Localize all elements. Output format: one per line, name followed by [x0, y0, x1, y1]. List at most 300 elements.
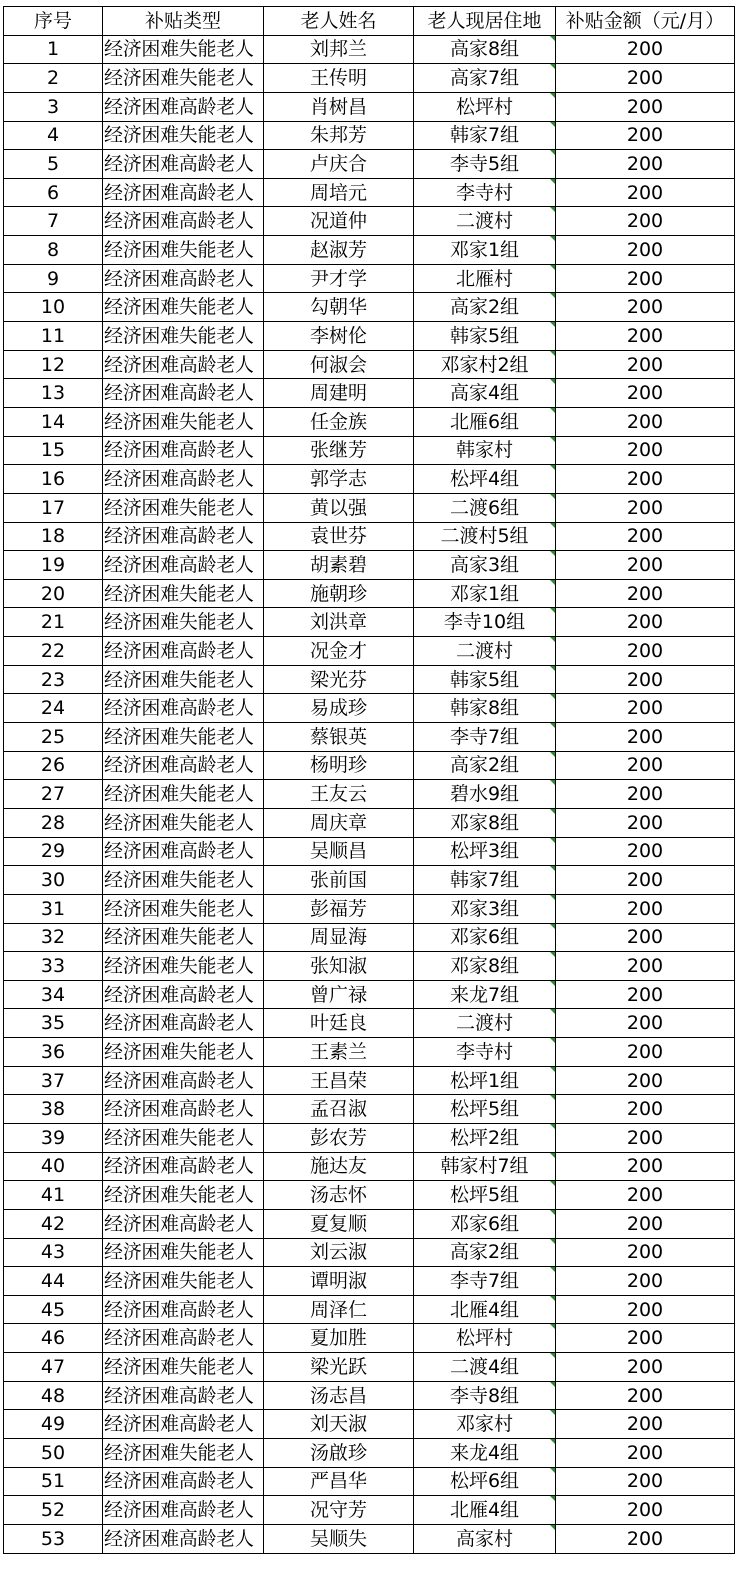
subsidy-spreadsheet [3, 6, 734, 1554]
table-row [4, 1353, 735, 1382]
cell-residence: 松坪6组 [414, 1467, 556, 1496]
cell-subsidy-type: 经济困难失能老人 [103, 293, 264, 322]
cell-elder-name: 郭学志 [264, 465, 414, 494]
table-row [4, 608, 735, 637]
cell-elder-name: 任金族 [264, 407, 414, 436]
cell-residence: 松坪2组 [414, 1123, 556, 1152]
table-body [4, 35, 735, 1553]
cell-amount: 200 [556, 1496, 735, 1525]
cell-residence: 邓家8组 [414, 952, 556, 981]
cell-elder-name: 曾广禄 [264, 980, 414, 1009]
cell-elder-name: 蔡银英 [264, 723, 414, 752]
cell-subsidy-type: 经济困难失能老人 [103, 723, 264, 752]
cell-index: 5 [4, 150, 103, 179]
table-row [4, 579, 735, 608]
header-residence: 老人现居住地 [414, 7, 556, 36]
cell-residence: 高家2组 [414, 1238, 556, 1267]
cell-index: 4 [4, 121, 103, 150]
cell-amount: 200 [556, 1095, 735, 1124]
cell-elder-name: 张前国 [264, 866, 414, 895]
cell-elder-name: 袁世芬 [264, 522, 414, 551]
table-row [4, 1009, 735, 1038]
cell-amount: 200 [556, 1181, 735, 1210]
table-row [4, 1152, 735, 1181]
cell-amount: 200 [556, 236, 735, 265]
cell-amount: 200 [556, 350, 735, 379]
cell-subsidy-type: 经济困难失能老人 [103, 1267, 264, 1296]
cell-residence: 邓家1组 [414, 236, 556, 265]
cell-residence: 高家8组 [414, 35, 556, 64]
cell-subsidy-type: 经济困难高龄老人 [103, 436, 264, 465]
cell-elder-name: 彭福芳 [264, 894, 414, 923]
cell-index: 48 [4, 1381, 103, 1410]
table-row [4, 1066, 735, 1095]
cell-subsidy-type: 经济困难失能老人 [103, 236, 264, 265]
cell-subsidy-type: 经济困难高龄老人 [103, 694, 264, 723]
cell-subsidy-type: 经济困难失能老人 [103, 1181, 264, 1210]
cell-elder-name: 吴顺昌 [264, 837, 414, 866]
cell-elder-name: 况金才 [264, 637, 414, 666]
cell-amount: 200 [556, 64, 735, 93]
cell-amount: 200 [556, 1295, 735, 1324]
cell-amount: 200 [556, 637, 735, 666]
cell-residence: 二渡村 [414, 1009, 556, 1038]
cell-subsidy-type: 经济困难高龄老人 [103, 350, 264, 379]
cell-elder-name: 王素兰 [264, 1038, 414, 1067]
cell-elder-name: 何淑会 [264, 350, 414, 379]
cell-amount: 200 [556, 293, 735, 322]
cell-residence: 韩家7组 [414, 121, 556, 150]
cell-elder-name: 叶廷良 [264, 1009, 414, 1038]
table-row [4, 1295, 735, 1324]
cell-residence: 韩家7组 [414, 866, 556, 895]
cell-index: 18 [4, 522, 103, 551]
cell-residence: 李寺村 [414, 178, 556, 207]
cell-elder-name: 肖树昌 [264, 92, 414, 121]
cell-index: 39 [4, 1123, 103, 1152]
table-row [4, 493, 735, 522]
cell-index: 32 [4, 923, 103, 952]
cell-subsidy-type: 经济困难高龄老人 [103, 980, 264, 1009]
cell-elder-name: 孟召淑 [264, 1095, 414, 1124]
cell-elder-name: 周建明 [264, 379, 414, 408]
cell-subsidy-type: 经济困难高龄老人 [103, 465, 264, 494]
cell-amount: 200 [556, 407, 735, 436]
header-index: 序号 [4, 7, 103, 36]
table-row [4, 407, 735, 436]
cell-residence: 松坪4组 [414, 465, 556, 494]
header-amount: 补贴金额（元/月） [556, 7, 735, 36]
cell-elder-name: 夏加胜 [264, 1324, 414, 1353]
cell-residence: 松坪5组 [414, 1181, 556, 1210]
cell-residence: 松坪村 [414, 1324, 556, 1353]
cell-residence: 邓家6组 [414, 1209, 556, 1238]
cell-residence: 邓家村2组 [414, 350, 556, 379]
cell-residence: 北雁村 [414, 264, 556, 293]
cell-index: 29 [4, 837, 103, 866]
cell-amount: 200 [556, 665, 735, 694]
cell-amount: 200 [556, 207, 735, 236]
table-row [4, 322, 735, 351]
cell-amount: 200 [556, 493, 735, 522]
table-row [4, 1181, 735, 1210]
cell-index: 1 [4, 35, 103, 64]
cell-subsidy-type: 经济困难高龄老人 [103, 1496, 264, 1525]
cell-index: 50 [4, 1439, 103, 1468]
table-row [4, 264, 735, 293]
cell-elder-name: 朱邦芳 [264, 121, 414, 150]
cell-index: 26 [4, 751, 103, 780]
cell-elder-name: 胡素碧 [264, 551, 414, 580]
cell-residence: 李寺7组 [414, 1267, 556, 1296]
cell-elder-name: 李树伦 [264, 322, 414, 351]
cell-elder-name: 梁光芬 [264, 665, 414, 694]
cell-index: 8 [4, 236, 103, 265]
cell-elder-name: 刘天淑 [264, 1410, 414, 1439]
cell-residence: 李寺10组 [414, 608, 556, 637]
cell-amount: 200 [556, 121, 735, 150]
cell-index: 51 [4, 1467, 103, 1496]
table-row [4, 1038, 735, 1067]
cell-elder-name: 况守芳 [264, 1496, 414, 1525]
cell-subsidy-type: 经济困难高龄老人 [103, 637, 264, 666]
cell-subsidy-type: 经济困难失能老人 [103, 1038, 264, 1067]
cell-subsidy-type: 经济困难失能老人 [103, 866, 264, 895]
cell-subsidy-type: 经济困难高龄老人 [103, 1209, 264, 1238]
cell-index: 25 [4, 723, 103, 752]
cell-residence: 邓家3组 [414, 894, 556, 923]
cell-residence: 邓家村 [414, 1410, 556, 1439]
table-row [4, 551, 735, 580]
cell-residence: 松坪5组 [414, 1095, 556, 1124]
cell-subsidy-type: 经济困难高龄老人 [103, 178, 264, 207]
table-row [4, 780, 735, 809]
table-row [4, 350, 735, 379]
cell-elder-name: 刘洪章 [264, 608, 414, 637]
cell-residence: 松坪1组 [414, 1066, 556, 1095]
cell-subsidy-type: 经济困难高龄老人 [103, 379, 264, 408]
cell-residence: 北雁6组 [414, 407, 556, 436]
cell-residence: 高家2组 [414, 751, 556, 780]
cell-amount: 200 [556, 1152, 735, 1181]
table-row [4, 379, 735, 408]
table-row [4, 436, 735, 465]
cell-residence: 来龙7组 [414, 980, 556, 1009]
cell-index: 2 [4, 64, 103, 93]
cell-amount: 200 [556, 837, 735, 866]
cell-subsidy-type: 经济困难失能老人 [103, 407, 264, 436]
cell-index: 44 [4, 1267, 103, 1296]
cell-residence: 韩家村 [414, 436, 556, 465]
table-row [4, 64, 735, 93]
cell-index: 45 [4, 1295, 103, 1324]
cell-index: 34 [4, 980, 103, 1009]
cell-index: 52 [4, 1496, 103, 1525]
table-row [4, 980, 735, 1009]
cell-amount: 200 [556, 1353, 735, 1382]
cell-subsidy-type: 经济困难失能老人 [103, 322, 264, 351]
cell-elder-name: 易成珍 [264, 694, 414, 723]
cell-residence: 二渡村5组 [414, 522, 556, 551]
cell-index: 15 [4, 436, 103, 465]
table-row [4, 1095, 735, 1124]
cell-subsidy-type: 经济困难高龄老人 [103, 92, 264, 121]
cell-index: 11 [4, 322, 103, 351]
table-row [4, 178, 735, 207]
cell-subsidy-type: 经济困难失能老人 [103, 608, 264, 637]
cell-index: 36 [4, 1038, 103, 1067]
cell-index: 41 [4, 1181, 103, 1210]
cell-amount: 200 [556, 579, 735, 608]
cell-subsidy-type: 经济困难高龄老人 [103, 207, 264, 236]
cell-elder-name: 周培元 [264, 178, 414, 207]
table-row [4, 723, 735, 752]
cell-index: 9 [4, 264, 103, 293]
cell-amount: 200 [556, 1066, 735, 1095]
cell-index: 27 [4, 780, 103, 809]
cell-residence: 李寺5组 [414, 150, 556, 179]
cell-elder-name: 梁光跃 [264, 1353, 414, 1382]
cell-index: 3 [4, 92, 103, 121]
cell-amount: 200 [556, 1267, 735, 1296]
table-row [4, 150, 735, 179]
table-row [4, 92, 735, 121]
cell-subsidy-type: 经济困难失能老人 [103, 1123, 264, 1152]
cell-index: 14 [4, 407, 103, 436]
cell-index: 46 [4, 1324, 103, 1353]
cell-amount: 200 [556, 894, 735, 923]
cell-elder-name: 张继芳 [264, 436, 414, 465]
cell-elder-name: 周庆章 [264, 808, 414, 837]
cell-subsidy-type: 经济困难失能老人 [103, 121, 264, 150]
cell-amount: 200 [556, 322, 735, 351]
cell-amount: 200 [556, 1381, 735, 1410]
table-row [4, 1238, 735, 1267]
subsidy-table [3, 6, 735, 1554]
cell-index: 47 [4, 1353, 103, 1382]
cell-subsidy-type: 经济困难失能老人 [103, 493, 264, 522]
cell-elder-name: 尹才学 [264, 264, 414, 293]
table-row [4, 665, 735, 694]
cell-residence: 松坪3组 [414, 837, 556, 866]
cell-residence: 高家7组 [414, 64, 556, 93]
cell-elder-name: 汤啟珍 [264, 1439, 414, 1468]
cell-amount: 200 [556, 1238, 735, 1267]
cell-amount: 200 [556, 751, 735, 780]
cell-subsidy-type: 经济困难高龄老人 [103, 522, 264, 551]
cell-subsidy-type: 经济困难失能老人 [103, 894, 264, 923]
cell-index: 30 [4, 866, 103, 895]
table-row [4, 207, 735, 236]
cell-residence: 韩家5组 [414, 665, 556, 694]
cell-index: 6 [4, 178, 103, 207]
cell-subsidy-type: 经济困难失能老人 [103, 1353, 264, 1382]
cell-amount: 200 [556, 1439, 735, 1468]
cell-index: 33 [4, 952, 103, 981]
cell-residence: 李寺8组 [414, 1381, 556, 1410]
cell-amount: 200 [556, 551, 735, 580]
cell-residence: 高家3组 [414, 551, 556, 580]
cell-residence: 李寺村 [414, 1038, 556, 1067]
cell-index: 7 [4, 207, 103, 236]
cell-index: 53 [4, 1524, 103, 1553]
cell-elder-name: 谭明淑 [264, 1267, 414, 1296]
table-row [4, 1410, 735, 1439]
table-row [4, 1381, 735, 1410]
cell-index: 23 [4, 665, 103, 694]
cell-amount: 200 [556, 465, 735, 494]
cell-subsidy-type: 经济困难失能老人 [103, 64, 264, 93]
table-row [4, 1123, 735, 1152]
table-row [4, 293, 735, 322]
cell-amount: 200 [556, 1009, 735, 1038]
cell-amount: 200 [556, 866, 735, 895]
cell-amount: 200 [556, 980, 735, 1009]
cell-subsidy-type: 经济困难高龄老人 [103, 1324, 264, 1353]
cell-elder-name: 彭农芳 [264, 1123, 414, 1152]
cell-elder-name: 汤志怀 [264, 1181, 414, 1210]
header-subsidy-type: 补贴类型 [103, 7, 264, 36]
cell-index: 28 [4, 808, 103, 837]
cell-elder-name: 勾朝华 [264, 293, 414, 322]
cell-elder-name: 周泽仁 [264, 1295, 414, 1324]
table-row [4, 637, 735, 666]
cell-residence: 高家4组 [414, 379, 556, 408]
cell-residence: 来龙4组 [414, 1439, 556, 1468]
cell-elder-name: 周显海 [264, 923, 414, 952]
cell-amount: 200 [556, 808, 735, 837]
table-row [4, 1496, 735, 1525]
cell-elder-name: 夏复顺 [264, 1209, 414, 1238]
cell-amount: 200 [556, 35, 735, 64]
cell-subsidy-type: 经济困难失能老人 [103, 665, 264, 694]
cell-amount: 200 [556, 780, 735, 809]
cell-subsidy-type: 经济困难高龄老人 [103, 264, 264, 293]
cell-index: 38 [4, 1095, 103, 1124]
cell-amount: 200 [556, 608, 735, 637]
table-row [4, 1324, 735, 1353]
cell-residence: 邓家1组 [414, 579, 556, 608]
cell-subsidy-type: 经济困难高龄老人 [103, 1295, 264, 1324]
table-row [4, 952, 735, 981]
header-elder-name: 老人姓名 [264, 7, 414, 36]
cell-elder-name: 赵淑芳 [264, 236, 414, 265]
cell-elder-name: 汤志昌 [264, 1381, 414, 1410]
cell-index: 10 [4, 293, 103, 322]
table-row [4, 751, 735, 780]
cell-index: 21 [4, 608, 103, 637]
cell-elder-name: 黄以强 [264, 493, 414, 522]
cell-elder-name: 刘邦兰 [264, 35, 414, 64]
cell-subsidy-type: 经济困难高龄老人 [103, 1009, 264, 1038]
table-row [4, 1467, 735, 1496]
cell-residence: 二渡村 [414, 207, 556, 236]
table-row [4, 866, 735, 895]
cell-residence: 高家2组 [414, 293, 556, 322]
cell-amount: 200 [556, 1467, 735, 1496]
cell-elder-name: 杨明珍 [264, 751, 414, 780]
cell-elder-name: 王友云 [264, 780, 414, 809]
cell-amount: 200 [556, 1123, 735, 1152]
cell-elder-name: 吴顺失 [264, 1524, 414, 1553]
cell-amount: 200 [556, 436, 735, 465]
cell-subsidy-type: 经济困难失能老人 [103, 780, 264, 809]
cell-elder-name: 严昌华 [264, 1467, 414, 1496]
cell-index: 43 [4, 1238, 103, 1267]
cell-elder-name: 王传明 [264, 64, 414, 93]
table-row [4, 1439, 735, 1468]
cell-residence: 北雁4组 [414, 1496, 556, 1525]
table-row [4, 1209, 735, 1238]
cell-subsidy-type: 经济困难高龄老人 [103, 551, 264, 580]
cell-residence: 韩家8组 [414, 694, 556, 723]
cell-index: 37 [4, 1066, 103, 1095]
cell-index: 16 [4, 465, 103, 494]
cell-subsidy-type: 经济困难高龄老人 [103, 1152, 264, 1181]
cell-subsidy-type: 经济困难高龄老人 [103, 1095, 264, 1124]
cell-amount: 200 [556, 264, 735, 293]
table-row [4, 236, 735, 265]
cell-subsidy-type: 经济困难高龄老人 [103, 1066, 264, 1095]
cell-elder-name: 卢庆合 [264, 150, 414, 179]
cell-amount: 200 [556, 92, 735, 121]
cell-subsidy-type: 经济困难失能老人 [103, 808, 264, 837]
cell-residence: 碧水9组 [414, 780, 556, 809]
cell-index: 13 [4, 379, 103, 408]
cell-subsidy-type: 经济困难高龄老人 [103, 837, 264, 866]
cell-elder-name: 施达友 [264, 1152, 414, 1181]
cell-index: 49 [4, 1410, 103, 1439]
cell-residence: 二渡4组 [414, 1353, 556, 1382]
cell-residence: 邓家6组 [414, 923, 556, 952]
cell-residence: 高家村 [414, 1524, 556, 1553]
cell-subsidy-type: 经济困难高龄老人 [103, 150, 264, 179]
table-row [4, 894, 735, 923]
cell-residence: 二渡6组 [414, 493, 556, 522]
cell-index: 20 [4, 579, 103, 608]
cell-index: 22 [4, 637, 103, 666]
cell-amount: 200 [556, 1324, 735, 1353]
table-row [4, 121, 735, 150]
cell-subsidy-type: 经济困难高龄老人 [103, 751, 264, 780]
cell-amount: 200 [556, 1209, 735, 1238]
cell-residence: 李寺7组 [414, 723, 556, 752]
cell-elder-name: 王昌荣 [264, 1066, 414, 1095]
cell-residence: 邓家8组 [414, 808, 556, 837]
table-row [4, 1267, 735, 1296]
cell-residence: 二渡村 [414, 637, 556, 666]
table-row [4, 837, 735, 866]
cell-subsidy-type: 经济困难高龄老人 [103, 1467, 264, 1496]
table-row [4, 522, 735, 551]
cell-index: 19 [4, 551, 103, 580]
cell-amount: 200 [556, 178, 735, 207]
cell-elder-name: 张知淑 [264, 952, 414, 981]
header-row [4, 7, 735, 36]
cell-subsidy-type: 经济困难高龄老人 [103, 1410, 264, 1439]
table-row [4, 35, 735, 64]
cell-amount: 200 [556, 723, 735, 752]
cell-index: 12 [4, 350, 103, 379]
cell-subsidy-type: 经济困难失能老人 [103, 923, 264, 952]
cell-subsidy-type: 经济困难失能老人 [103, 35, 264, 64]
cell-subsidy-type: 经济困难高龄老人 [103, 1381, 264, 1410]
cell-residence: 韩家5组 [414, 322, 556, 351]
cell-subsidy-type: 经济困难高龄老人 [103, 1524, 264, 1553]
cell-elder-name: 况道仲 [264, 207, 414, 236]
table-row [4, 923, 735, 952]
cell-subsidy-type: 经济困难失能老人 [103, 579, 264, 608]
